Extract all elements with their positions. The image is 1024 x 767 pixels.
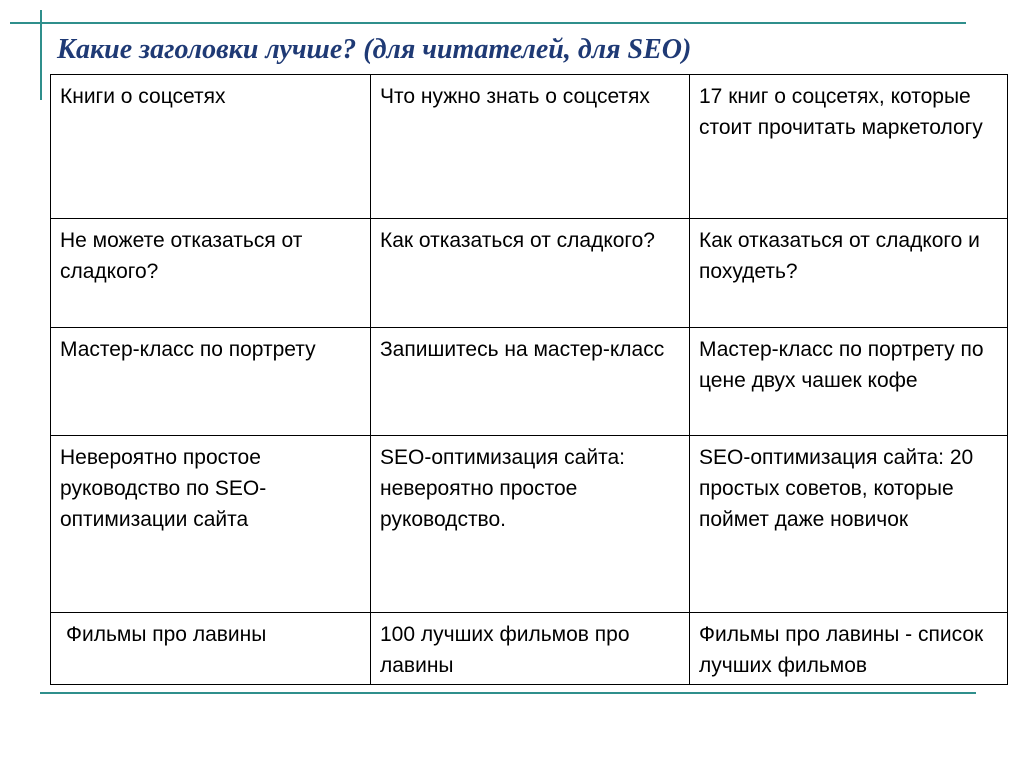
table-row [51, 613, 1008, 685]
table-cell: Как отказаться от сладкого? [371, 219, 690, 328]
table-cell: Фильмы про лавины [51, 613, 371, 685]
table-cell: SEO-оптимизация сайта: невероятно простое руководство. [371, 436, 690, 613]
table-cell: Не можете отказаться от сладкого? [51, 219, 371, 328]
headline-comparison-table [50, 74, 1008, 685]
table-cell: SEO-оптимизация сайта: 20 простых советов, которые поймет даже новичок [690, 436, 1008, 613]
table-cell: Мастер-класс по портрету [51, 328, 371, 436]
table-cell: Невероятно простое руководство по SEO-оптимизации сайта [51, 436, 371, 613]
top-accent-line [10, 22, 966, 24]
table-row [51, 219, 1008, 328]
table-cell: Фильмы про лавины - список лучших фильмов [690, 613, 1008, 685]
table-cell: Как отказаться от сладкого и похудеть? [690, 219, 1008, 328]
table-row [51, 328, 1008, 436]
table-cell: 100 лучших фильмов про лавины [371, 613, 690, 685]
table-cell: Запишитесь на мастер-класс [371, 328, 690, 436]
table-cell: Книги о соцсетях [51, 75, 371, 219]
table-cell: Мастер-класс по портрету по цене двух чашек кофе [690, 328, 1008, 436]
table-cell: Что нужно знать о соцсетях [371, 75, 690, 219]
slide-title: Какие заголовки лучше? (для читателей, для SEO) [57, 34, 692, 65]
table-cell: 17 книг о соцсетях, которые стоит прочитать маркетологу [690, 75, 1008, 219]
bottom-accent-line [40, 692, 976, 694]
table-row [51, 436, 1008, 613]
left-accent-line [40, 10, 42, 100]
table-row [51, 75, 1008, 219]
